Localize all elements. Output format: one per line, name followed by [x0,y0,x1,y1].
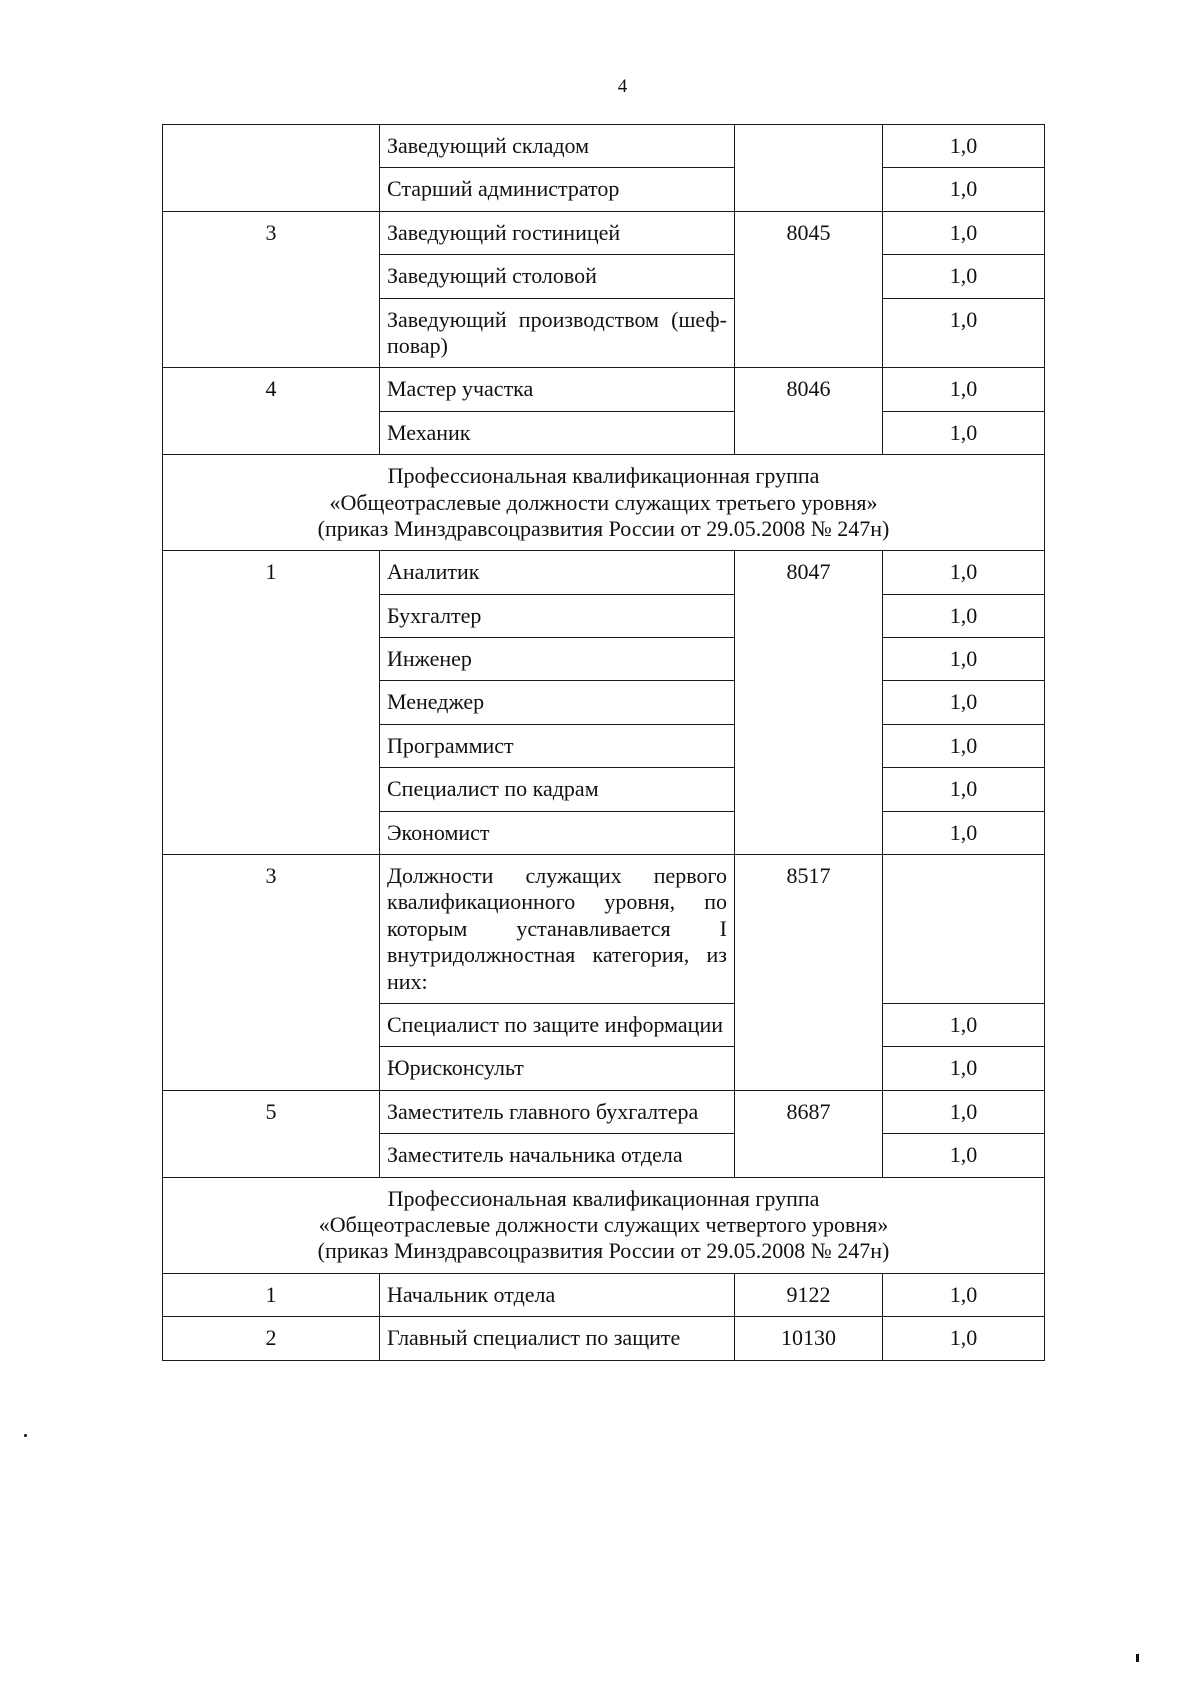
coefficient: 1,0 [883,681,1045,724]
level-cell: 5 [163,1090,380,1177]
coefficient: 1,0 [883,1003,1045,1046]
position-name: Заместитель главного бухгалтера [380,1090,735,1133]
position-name: Старший администратор [380,168,735,211]
position-name: Юрисконсульт [380,1047,735,1090]
position-name: Бухгалтер [380,594,735,637]
position-name: Специалист по кадрам [380,768,735,811]
position-name: Экономист [380,811,735,854]
group-header [163,1177,1045,1273]
level-cell: 1 [163,1273,380,1316]
table-row [163,551,1045,594]
level-cell: 3 [163,855,380,1091]
coefficient: 1,0 [883,1090,1045,1133]
coefficient: 1,0 [883,1273,1045,1316]
table-row [163,1317,1045,1360]
group-header-row [163,1177,1045,1273]
group-subtitle: «Общеотраслевые должности служащих третьего уровня» [329,489,878,515]
position-name: Аналитик [380,551,735,594]
group-order: (приказ Минздравсоцразвития России от 29.05.2008 № 247н) [317,515,890,541]
position-name: Мастер участка [380,368,735,411]
coefficient: 1,0 [883,1134,1045,1177]
coefficient: 1,0 [883,551,1045,594]
position-name: Инженер [380,638,735,681]
coefficient [883,855,1045,1004]
level-cell: 3 [163,211,380,368]
scan-speck [24,1434,27,1437]
position-name: Начальник отдела [380,1273,735,1316]
coefficient: 1,0 [883,168,1045,211]
level-cell: 1 [163,551,380,855]
table-row [163,125,1045,168]
code-cell: 8046 [735,368,883,455]
group-subtitle: «Общеотраслевые должности служащих четвертого уровня» [318,1211,889,1237]
table-row [163,1090,1045,1133]
staffing-table [162,124,1045,1361]
level-cell: 4 [163,368,380,455]
page-number: 4 [617,76,628,97]
coefficient: 1,0 [883,125,1045,168]
position-name: Заведующий складом [380,125,735,168]
position-name: Заместитель начальника отдела [380,1134,735,1177]
code-cell [735,125,883,212]
group-title: Профессиональная квалификационная группа [387,1185,820,1211]
table-row [163,368,1045,411]
position-name: Заведующий столовой [380,255,735,298]
coefficient: 1,0 [883,411,1045,454]
code-cell: 8047 [735,551,883,855]
level-cell: 2 [163,1317,380,1360]
position-name: Механик [380,411,735,454]
group-header-row [163,455,1045,551]
table-row [163,855,1045,1004]
level-cell [163,125,380,212]
coefficient: 1,0 [883,255,1045,298]
coefficient: 1,0 [883,594,1045,637]
coefficient: 1,0 [883,811,1045,854]
position-name: Главный специалист по защите [380,1317,735,1360]
position-name: Должности служащих первого квалификационного уровня, по которым устанавливается I внутридолжностная категория, из них: [380,855,735,1004]
code-cell: 9122 [735,1273,883,1316]
position-name: Специалист по защите информации [380,1003,735,1046]
group-order: (приказ Минздравсоцразвития России от 29.05.2008 № 247н) [317,1238,890,1264]
group-header [163,455,1045,551]
scan-speck [1136,1654,1139,1662]
code-cell: 8045 [735,211,883,368]
coefficient: 1,0 [883,298,1045,368]
position-name: Менеджер [380,681,735,724]
table-row [163,211,1045,254]
position-name: Заведующий гостиницей [380,211,735,254]
group-title: Профессиональная квалификационная группа [387,463,820,489]
coefficient: 1,0 [883,768,1045,811]
code-cell: 8517 [735,855,883,1091]
coefficient: 1,0 [883,368,1045,411]
code-cell: 10130 [735,1317,883,1360]
position-name: Заведующий производством (шеф-повар) [380,298,735,368]
table-row [163,1273,1045,1316]
coefficient: 1,0 [883,1317,1045,1360]
position-name: Программист [380,724,735,767]
code-cell: 8687 [735,1090,883,1177]
coefficient: 1,0 [883,638,1045,681]
coefficient: 1,0 [883,724,1045,767]
coefficient: 1,0 [883,211,1045,254]
coefficient: 1,0 [883,1047,1045,1090]
